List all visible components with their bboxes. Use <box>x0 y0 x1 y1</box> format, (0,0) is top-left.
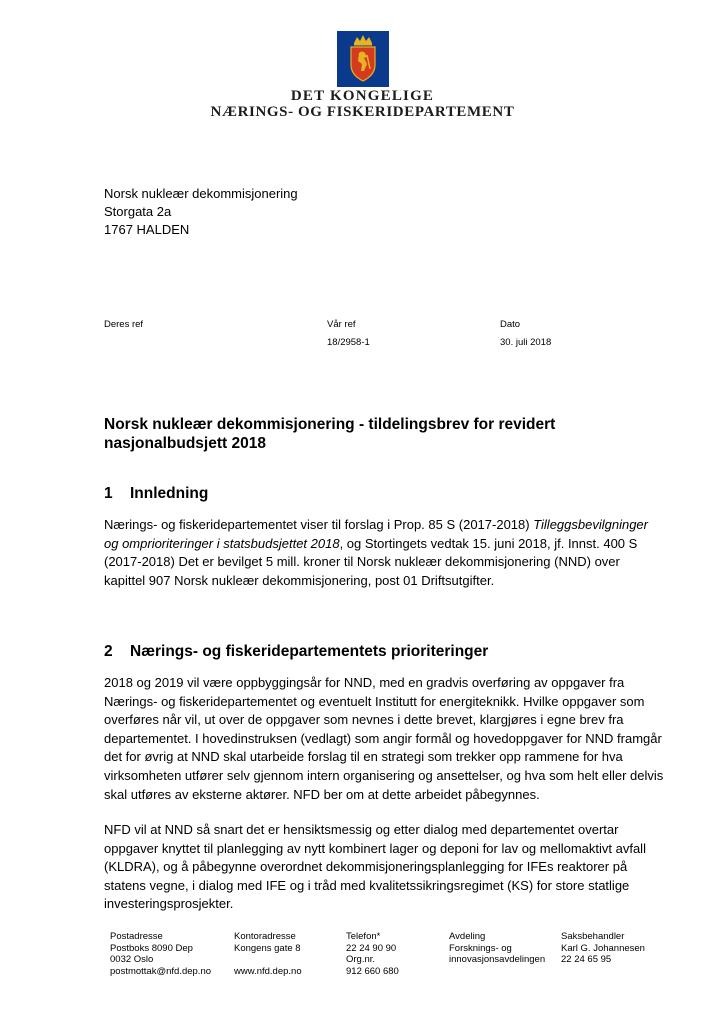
footer-value: 0032 Oslo <box>110 954 154 966</box>
var-ref-value: 18/2958-1 <box>327 337 370 348</box>
footer-avdeling <box>449 931 545 966</box>
footer-telefon <box>346 931 399 977</box>
dato-value: 30. juli 2018 <box>500 337 552 348</box>
section-2-number: 2 <box>104 643 113 660</box>
document-title: Norsk nukleær dekommisjonering - tildelingsbrev for revidert nasjonalbudsjett 2018 <box>104 416 556 452</box>
footer-saksbehandler <box>561 931 645 966</box>
logo-title-line1: DET KONGELIGE <box>290 88 435 104</box>
footer-label: Telefon* <box>346 931 381 942</box>
footer-value <box>234 954 302 966</box>
section-2-paragraph-1: 2018 og 2019 vil være oppbyggingsår for NND, med en gradvis overføring av oppgaver fra Nærings- og fiskeridepartementet og eventuelt Institutt for energiteknikk. Hvilke oppgaver som overføres når vil, ut over de oppgaver som nevnes i dette brevet, klargjøres i egne brev fra departementet. I hovedinstruksen (vedlagt) som angir formål og hovedoppgaver for NND framgår det for øvrig at NND skal utarbeide forslag til en strategi som trekker opp rammene for hva virksomheten utfører selv gjennom intern organisering og ansettelser, og hva som helt eller delvis skal utføres av eksterne aktører. NFD ber om at dette arbeidet påbegynnes. <box>104 675 664 802</box>
recipient-street: Storgata 2a <box>104 204 172 219</box>
footer-postadresse <box>110 931 211 977</box>
section-1-number: 1 <box>104 485 113 502</box>
footer-value: innovasjonsavdelingen <box>449 954 546 966</box>
section-2-title: Nærings- og fiskeridepartementets prioriteringer <box>130 643 489 660</box>
dato-label: Dato <box>500 319 521 330</box>
section-1-paragraph <box>104 516 664 590</box>
section-1-text-b: , og Stortingets vedtak 15. juni 2018, jf. Innst. 400 S (2017-2018) Det er bevilget 5 mill. kroner til Norsk nukleær dekommisjonering (NND) over kapittel 907 Norsk nukleær dekommisjonering, post 01 Driftsutgifter. <box>104 535 638 588</box>
footer-label: Org.nr. <box>346 954 376 966</box>
recipient-city: 1767 HALDEN <box>104 222 190 237</box>
deres-ref-label: Deres ref <box>104 319 144 330</box>
footer-value: 22 24 65 95 <box>561 954 612 966</box>
footer-value: Forsknings- og <box>449 942 512 954</box>
section-2-paragraph-2: NFD vil at NND så snart det er hensiktsmessig og etter dialog med departementet overtar oppgaver knyttet til planlegging av nytt kombinert lager og deponi for lav og mellomaktivt avfall (KLDRA), og å påbegynne overordnet dekommisjoneringsplanlegging for IFEs reaktorer på statens vegne, i dialog med IFE og i tråd med kvalitetssikringsregimet (KS) for store statlige investeringsprosjekter. <box>104 822 646 912</box>
footer-value: Kongens gate 8 <box>234 942 301 954</box>
footer-website: www.nfd.dep.no <box>234 965 302 977</box>
section-1-text-a: Nærings- og fiskeridepartementet viser til forslag i Prop. 85 S (2017-2018) <box>104 517 534 532</box>
footer-kontoradresse <box>234 931 302 977</box>
section-1-text-italic: Tilleggsbevilgninger og omprioriteringer i statsbudsjettet 2018 <box>104 517 648 551</box>
footer-value: Karl G. Johannesen <box>561 942 645 954</box>
footer-label: Avdeling <box>449 931 486 942</box>
section-2-heading <box>104 643 488 661</box>
recipient-address <box>104 185 298 239</box>
footer-value: Postboks 8090 Dep <box>110 942 193 954</box>
footer-label: Saksbehandler <box>561 931 625 942</box>
footer-label: Kontoradresse <box>234 931 296 942</box>
recipient-name: Norsk nukleær dekommisjonering <box>104 186 298 201</box>
footer-label: Postadresse <box>110 931 163 942</box>
footer-value: 22 24 90 90 <box>346 942 397 954</box>
logo-title-line2: NÆRINGS- OG FISKERIDEPARTEMENT <box>210 104 515 120</box>
footer-value: 912 660 680 <box>346 965 399 977</box>
norwegian-coat-of-arms-icon <box>337 31 389 87</box>
section-1-heading <box>104 485 208 503</box>
var-ref-label: Vår ref <box>327 319 356 330</box>
footer-email: postmottak@nfd.dep.no <box>110 965 212 977</box>
section-1-title: Innledning <box>130 485 209 502</box>
